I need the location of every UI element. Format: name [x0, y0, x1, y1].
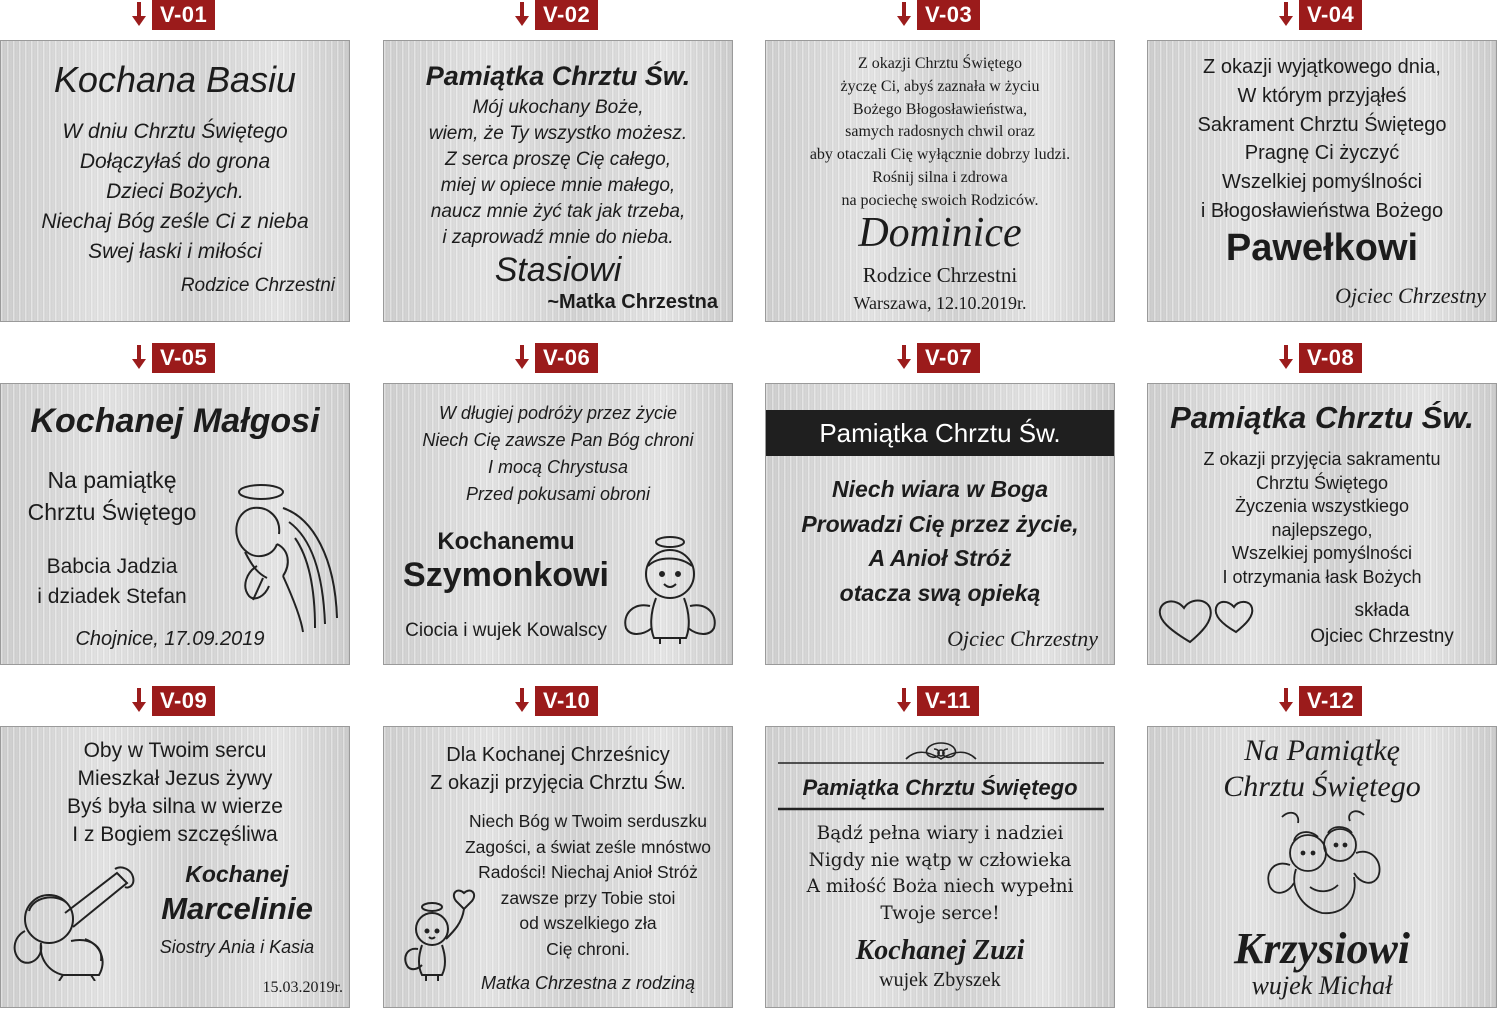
- plate-signature: Ojciec Chrzestny: [1310, 626, 1454, 647]
- plate-signature: Rodzice Chrzestni: [180, 275, 335, 296]
- plate-surface: [0, 40, 350, 322]
- plate-signature: wujek Zbyszek: [879, 969, 1001, 991]
- plate-title: Pamiątka Chrztu Świętego: [802, 775, 1078, 800]
- plate-surface: [0, 383, 350, 665]
- title-line: Chrztu Świętego: [1223, 770, 1421, 803]
- title-line: Na Pamiątkę: [1244, 734, 1400, 767]
- plate-v09: [0, 686, 352, 1024]
- variant-tag: [515, 0, 598, 30]
- message-line: Cię chroni.: [546, 938, 630, 959]
- message-line: Zagości, a świat ześle mnóstwo: [464, 836, 712, 857]
- variant-tag: [132, 686, 215, 716]
- message-line: i Błogosławieństwa Bożego: [1200, 199, 1444, 222]
- message-line: wiem, że Ty wszystko możesz.: [428, 123, 688, 144]
- variant-tag: [515, 343, 598, 373]
- message-line: A Anioł Stróż: [868, 545, 1012, 571]
- signature-line: i dziadek Stefan: [37, 585, 187, 608]
- message-line: A miłość Boża niech wypełni: [806, 876, 1074, 897]
- plate-v10: [383, 686, 735, 1024]
- plate-title: Pamiątka Chrztu Św.: [819, 418, 1061, 448]
- variant-tag: [1279, 343, 1362, 373]
- message-line: Swej łaski i miłości: [88, 240, 262, 263]
- recipient-name: Krzysiowi: [1233, 924, 1411, 973]
- message-line: Wszelkiej pomyślności: [1221, 171, 1423, 194]
- plate-v02: [383, 0, 735, 338]
- plate-signature: Matka Chrzestna z rodziną: [480, 973, 696, 993]
- plate-message: [1, 117, 349, 267]
- message-line: i zaprowadź mnie do nieba.: [442, 227, 674, 248]
- heading-line: Z okazji przyjęcia Chrztu Św.: [430, 772, 686, 794]
- variant-tag: [897, 343, 980, 373]
- message-line: Bożego Błogosławieństwa,: [852, 100, 1028, 118]
- plate-title: Pamiątka Chrztu Św.: [425, 61, 691, 91]
- down-arrow-icon: [897, 345, 911, 371]
- message-line: W którym przyjąłeś: [1237, 84, 1407, 107]
- down-arrow-icon: [897, 2, 911, 28]
- variant-code: V-05: [152, 343, 215, 373]
- message-line: Z okazji wyjątkowego dnia,: [1203, 56, 1441, 78]
- signature-line: Babcia Jadzia: [46, 555, 178, 578]
- plate-surface: [1147, 383, 1497, 665]
- praying-angel-icon: [223, 478, 343, 634]
- message-line: na pociechę swoich Rodziców.: [841, 191, 1039, 209]
- message-line: Niech Cię zawsze Pan Bóg chroni: [422, 430, 694, 450]
- title-band: [766, 410, 1114, 456]
- recipient-name: Pawełkowi: [1225, 227, 1419, 269]
- message-line: Chrztu Świętego: [1255, 472, 1389, 493]
- two-hearts-icon: [1156, 596, 1260, 646]
- variant-code: V-07: [917, 343, 980, 373]
- plate-signature: Ciocia i wujek Kowalscy: [405, 620, 607, 641]
- plate-title: Pamiątka Chrztu Św.: [1170, 400, 1474, 435]
- message-line: Oby w Twoim sercu: [83, 739, 267, 762]
- message-line: W dniu Chrztu Świętego: [62, 120, 288, 143]
- variant-code: V-02: [535, 0, 598, 30]
- down-arrow-icon: [1279, 345, 1293, 371]
- message-line: aby otaczali Cię wyłącznie dobrzy ludzi.: [809, 146, 1071, 164]
- plate-title: Kochanej Małgosi: [30, 402, 320, 440]
- plate-surface: [1147, 40, 1497, 322]
- variant-code: V-10: [535, 686, 598, 716]
- variant-tag: [515, 686, 598, 716]
- plate-surface: [0, 726, 350, 1008]
- message-line: najlepszego,: [1271, 519, 1373, 540]
- variant-code: V-11: [917, 686, 979, 716]
- down-arrow-icon: [132, 2, 146, 28]
- message-line: Bądź pełna wiary i nadziei: [816, 823, 1064, 844]
- plate-signature: [1, 552, 223, 612]
- plate-heading: [384, 741, 732, 797]
- message-line: Nigdy nie wątp w człowieka: [808, 849, 1072, 871]
- variant-code: V-08: [1299, 343, 1362, 373]
- message-line: Pragnę Ci życzyć: [1244, 142, 1400, 165]
- variant-code: V-06: [535, 343, 598, 373]
- plate-v05: [0, 343, 352, 681]
- heading-line: Dla Kochanej Chrześnicy: [446, 744, 670, 766]
- message-line: I mocą Chrystusa: [487, 457, 629, 477]
- variant-tag: [132, 343, 215, 373]
- variant-tag: [897, 0, 980, 30]
- plate-surface: [383, 40, 733, 322]
- message-line: Radości! Niechaj Anioł Stróż: [478, 862, 698, 882]
- greeting: Kochanej: [185, 861, 289, 887]
- message-line: Z okazji Chrztu Świętego: [858, 55, 1022, 72]
- message-line: samych radosnych chwil oraz: [845, 123, 1035, 141]
- plate-v04: [1147, 0, 1499, 338]
- cartoon-angel-icon: [620, 532, 724, 644]
- variant-tag: [132, 0, 215, 30]
- plate-message: [1, 464, 223, 528]
- plate-v08: [1147, 343, 1499, 681]
- plate-message: [384, 400, 732, 508]
- variant-code: V-04: [1299, 0, 1362, 30]
- message-line: Dołączyłaś do grona: [79, 150, 271, 173]
- plate-message: [1148, 448, 1496, 589]
- plate-signature: Ojciec Chrzestny: [947, 626, 1098, 651]
- greeting: Kochanemu: [437, 528, 575, 555]
- message-line: Wszelkiej pomyślności: [1231, 543, 1413, 563]
- plate-title: Kochana Basiu: [53, 59, 297, 100]
- recipient-name: Dominice: [858, 210, 1022, 256]
- plate-signature: Ojciec Chrzestny: [1335, 283, 1486, 308]
- plate-signature: wujek Michał: [1251, 971, 1393, 1000]
- down-arrow-icon: [515, 345, 529, 371]
- down-arrow-icon: [897, 688, 911, 714]
- message-line: otacza swą opieką: [839, 579, 1041, 606]
- message-line: Chrztu Świętego: [27, 499, 197, 525]
- message-line: Niech wiara w Boga: [831, 476, 1048, 502]
- variant-code: V-09: [152, 686, 215, 716]
- plate-message: [1148, 53, 1496, 226]
- message-line: Niechaj Bóg ześle Ci z nieba: [41, 210, 309, 233]
- plate-v11: [765, 686, 1117, 1024]
- recipient-name: Stasiowi: [494, 251, 622, 289]
- message-line: miej w opiece mnie małego,: [440, 175, 676, 196]
- plate-surface: [383, 726, 733, 1008]
- variant-code: V-03: [917, 0, 980, 30]
- plate-surface: [765, 40, 1115, 322]
- down-arrow-icon: [1279, 688, 1293, 714]
- message-line: Mieszkał Jezus żywy: [77, 767, 273, 790]
- plate-footer: Chojnice, 17.09.2019: [75, 628, 265, 650]
- message-line: Życzenia wszystkiego: [1234, 496, 1410, 516]
- variant-code: V-12: [1299, 686, 1362, 716]
- plate-signature: Rodzice Chrzestni: [862, 263, 1018, 287]
- message-line: Byś była silna w wierze: [67, 795, 283, 818]
- message-line: Prowadzi Cię przez życie,: [801, 510, 1079, 537]
- message-line: Przed pokusami obroni: [465, 484, 651, 504]
- plate-message: [444, 809, 732, 962]
- plate-message: [384, 95, 732, 251]
- plate-surface: [1147, 726, 1497, 1008]
- plate-surface: [383, 383, 733, 665]
- recipient-name: Marcelinie: [161, 891, 313, 926]
- message-line: Niech Bóg w Twoim serduszku: [469, 811, 707, 831]
- plate-message: [766, 472, 1114, 610]
- message-line: Twoje serce!: [880, 902, 1000, 924]
- variant-tag: [897, 686, 979, 716]
- plate-message: [766, 821, 1114, 927]
- plate-signature: ~Matka Chrzestna: [547, 291, 718, 313]
- recipient-name: Szymonkowi: [403, 556, 609, 594]
- down-arrow-icon: [515, 2, 529, 28]
- down-arrow-icon: [1279, 2, 1293, 28]
- cherubs-icon: [1260, 807, 1386, 921]
- message-line: I otrzymania łask Bożych: [1222, 566, 1422, 587]
- down-arrow-icon: [515, 688, 529, 714]
- message-line: naucz mnie żyć tak jak trzeba,: [430, 201, 686, 222]
- plate-message: [1, 737, 349, 849]
- message-line: Dzieci Bożych.: [106, 180, 244, 203]
- message-line: W długiej podróży przez życie: [438, 403, 678, 423]
- plate-footer: Warszawa, 12.10.2019r.: [853, 293, 1027, 313]
- down-arrow-icon: [132, 688, 146, 714]
- variant-tag: [1279, 0, 1362, 30]
- plate-v12: [1147, 686, 1499, 1024]
- message-line: Sakrament Chrztu Świętego: [1197, 113, 1447, 136]
- message-line: życzę Ci, abyś zaznała w życiu: [840, 77, 1040, 95]
- plate-signature: Siostry Ania i Kasia: [159, 937, 315, 957]
- message-line: Z okazji przyjęcia sakramentu: [1203, 449, 1441, 469]
- plate-title: [1148, 733, 1496, 805]
- message-line: Rośnij silna i zdrowa: [872, 168, 1008, 186]
- plate-footer: 15.03.2019r.: [262, 979, 343, 996]
- message-line: I z Bogiem szczęśliwa: [72, 823, 278, 846]
- plate-v07: [765, 343, 1117, 681]
- variant-tag: [1279, 686, 1362, 716]
- signature-prefix: składa: [1354, 600, 1410, 621]
- angel-with-balloon-icon: [402, 887, 482, 983]
- plate-surface: [765, 383, 1115, 665]
- plate-message: [766, 53, 1114, 213]
- plate-v06: [383, 343, 735, 681]
- recipient-name: Kochanej Zuzi: [855, 935, 1025, 966]
- trumpet-angel-icon: [11, 857, 139, 981]
- plate-v03: [765, 0, 1117, 338]
- message-line: Na pamiątkę: [47, 467, 177, 493]
- message-line: od wszelkiego zła: [519, 913, 657, 933]
- message-line: Z serca proszę Cię całego,: [445, 149, 671, 170]
- variant-code: V-01: [152, 0, 215, 30]
- down-arrow-icon: [132, 345, 146, 371]
- plate-surface: [765, 726, 1115, 1008]
- message-line: Mój ukochany Boże,: [472, 97, 644, 118]
- plate-v01: [0, 0, 352, 338]
- message-line: zawsze przy Tobie stoi: [500, 887, 676, 908]
